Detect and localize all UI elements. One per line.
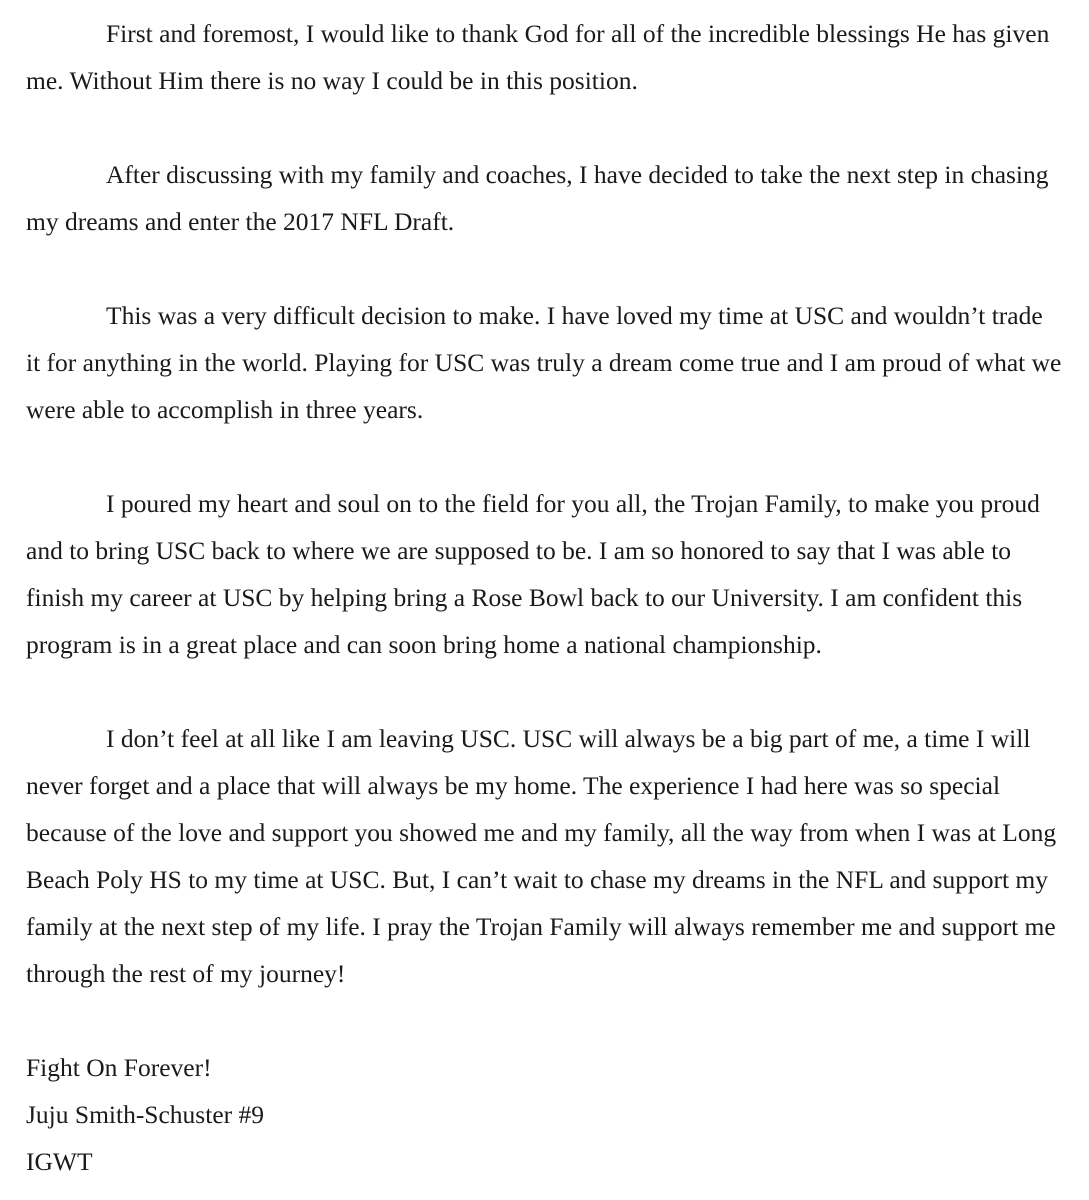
paragraph-4: I poured my heart and soul on to the field for you all, the Trojan Family, to make you proud and to bring USC back to where we are supposed to be. I am so honored to say that I was able to finish my career at USC by helping bring a Rose Bowl back to our University. I am confident this program is in a great place and can soon bring home a national championship. [26, 489, 1040, 659]
paragraph-2: After discussing with my family and coaches, I have decided to take the next step in chasing my dreams and enter the 2017 NFL Draft. [26, 160, 1049, 236]
paragraph-3: This was a very difficult decision to make. I have loved my time at USC and wouldn’t trade it for anything in the world. Playing for USC was truly a dream come true and I am proud of what we were able to accomplish in three years. [26, 301, 1062, 424]
paragraph-5: I don’t feel at all like I am leaving USC. USC will always be a big part of me, a time I will never forget and a place that will always be my home. The experience I had here was so special because of the love and support you showed me and my family, all the way from when I was at Long Beach Poly HS to my time at USC. But, I can’t wait to chase my dreams in the NFL and support my family at the next step of my life. I pray the Trojan Family will always remember me and support me through the rest of my journey! [26, 724, 1057, 988]
signoff-tag: IGWT [26, 1147, 93, 1176]
paragraph-1: First and foremost, I would like to thank God for all of the incredible blessings He has given me. Without Him there is no way I could be in this position. [26, 19, 1050, 95]
closing-line: Fight On Forever! [26, 1053, 212, 1082]
signature: Juju Smith-Schuster #9 [26, 1100, 265, 1129]
closing-block [26, 1044, 1063, 1185]
